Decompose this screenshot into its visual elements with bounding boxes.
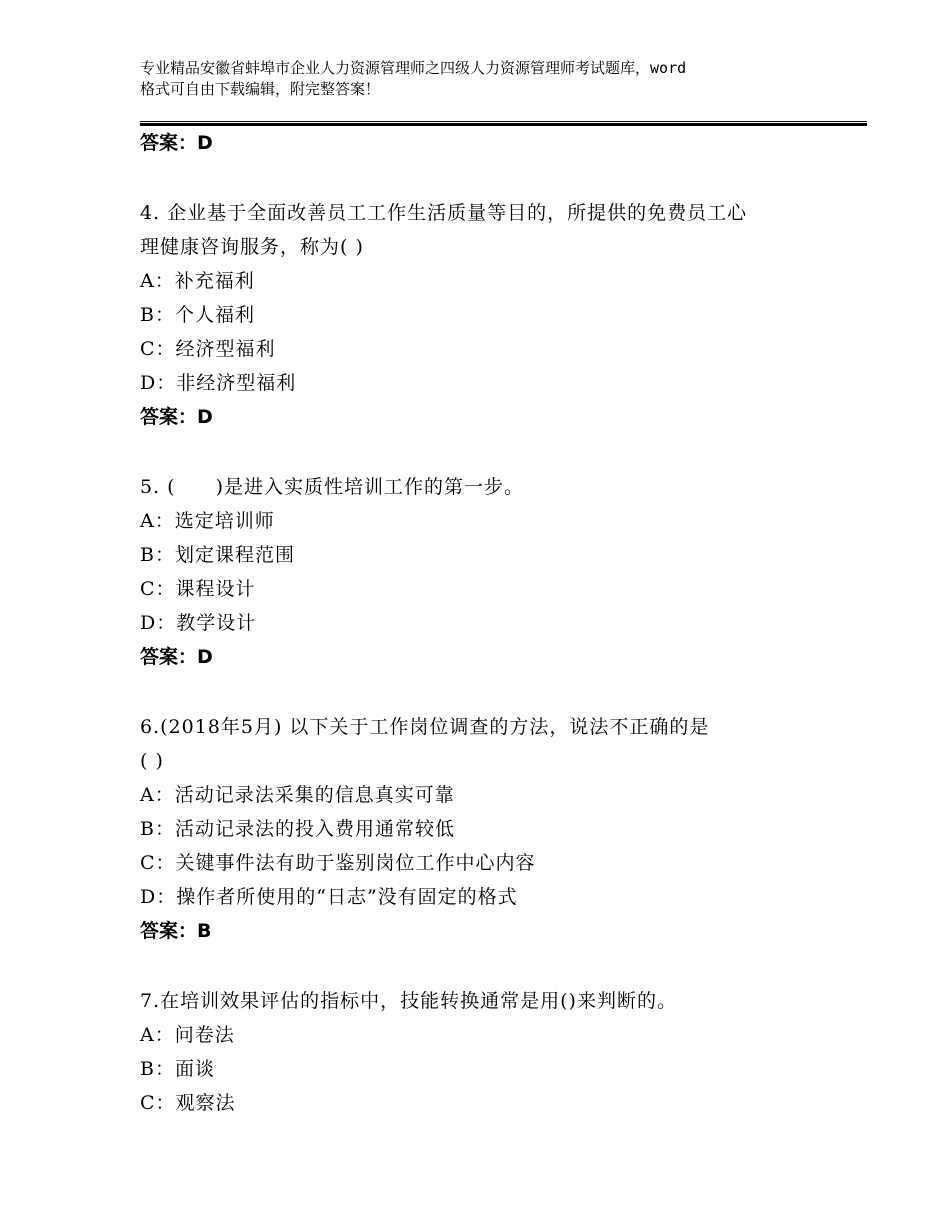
question-5-option-a: A：选定培训师 <box>140 510 275 532</box>
header-title-line-2: 格式可自由下载编辑，附完整答案！ <box>140 80 381 98</box>
question-5-text <box>140 470 860 504</box>
question-6-option-a: A：活动记录法采集的信息真实可靠 <box>140 784 455 806</box>
question-4-text <box>140 196 860 264</box>
question-6-option-b: B：活动记录法的投入费用通常较低 <box>140 818 455 840</box>
header-title-line-1: 专业精品安徽省蚌埠市企业人力资源管理师之四级人力资源管理师考试题库，word <box>140 59 687 77</box>
question-5-option-b: B：划定课程范围 <box>140 544 295 566</box>
question-4-text-line-1: 4. 企业基于全面改善员工工作生活质量等目的，所提供的免费员工心 <box>140 202 748 224</box>
question-6 <box>140 710 860 948</box>
question-6-text <box>140 710 860 778</box>
question-7-option-b: B：面谈 <box>140 1058 215 1080</box>
question-4-option-b: B：个人福利 <box>140 304 255 326</box>
question-4-option-a: A：补充福利 <box>140 270 255 292</box>
page-header <box>140 58 840 100</box>
question-4-answer: 答案：D <box>140 406 213 428</box>
question-4 <box>140 196 860 434</box>
question-5 <box>140 470 860 674</box>
question-7-option-c: C：观察法 <box>140 1092 236 1114</box>
question-5-option-c: C：课程设计 <box>140 578 256 600</box>
previous-answer: 答案：D <box>140 132 213 154</box>
question-5-text-line-1: 5. ( )是进入实质性培训工作的第一步。 <box>140 476 524 498</box>
question-7-text-line-1: 7.在培训效果评估的指标中，技能转换通常是用()来判断的。 <box>140 990 677 1012</box>
question-7-text <box>140 984 860 1018</box>
question-6-option-d: D：操作者所使用的“日志”没有固定的格式 <box>140 886 518 908</box>
question-4-option-d: D：非经济型福利 <box>140 372 297 394</box>
question-6-answer: 答案：B <box>140 920 212 942</box>
question-5-option-d: D：教学设计 <box>140 612 257 634</box>
question-5-answer: 答案：D <box>140 646 213 668</box>
question-7 <box>140 984 860 1120</box>
question-4-text-line-2: 理健康咨询服务，称为( ) <box>140 236 364 258</box>
question-4-option-c: C：经济型福利 <box>140 338 276 360</box>
question-6-text-line-1: 6.(2018年5月) 以下关于工作岗位调查的方法，说法不正确的是 <box>140 716 710 738</box>
question-6-option-c: C：关键事件法有助于鉴别岗位工作中心内容 <box>140 852 536 874</box>
question-7-option-a: A：问卷法 <box>140 1024 235 1046</box>
question-list <box>140 126 860 1120</box>
question-6-text-line-2: ( ) <box>140 750 164 772</box>
